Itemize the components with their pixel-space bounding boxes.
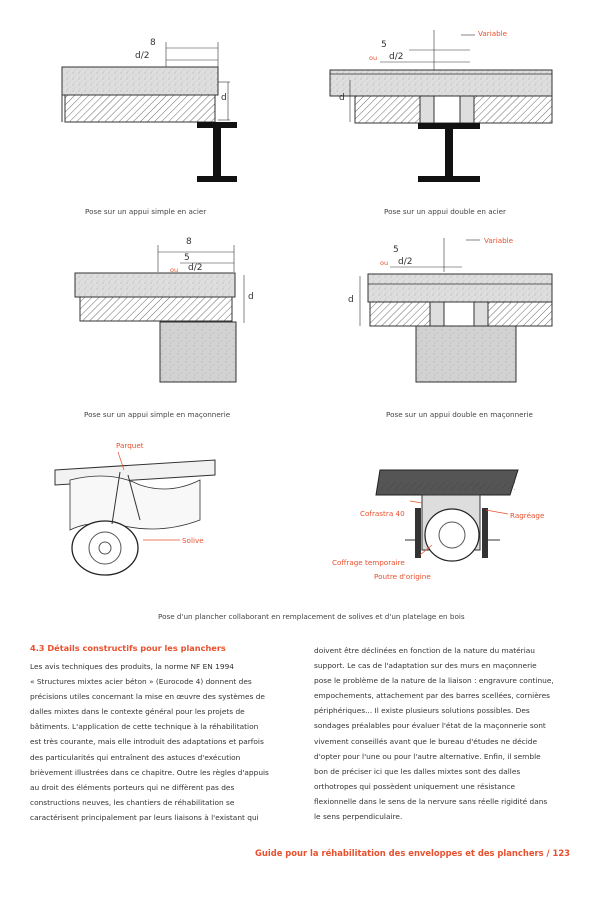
right-line: support. Le cas de l'adaptation sur des murs en maçonnerie	[314, 661, 537, 671]
fig4-caption: Pose sur un appui double en maçonnerie	[386, 410, 533, 419]
fig4-dim-ou: ou	[380, 259, 389, 267]
right-line: sondages préalables pour évaluer l'état de la maçonnerie sont	[314, 721, 546, 731]
left-line: au droit des éléments porteurs qui ne diffèrent pas des	[30, 782, 235, 792]
right-line: bon de préciser ici que les dalles mixtes sont des dalles	[314, 766, 521, 776]
right-line: doivent être déclinées en fonction de la nature du matériau	[314, 646, 535, 655]
fig3-dim-ou: ou	[170, 266, 179, 274]
fig6-coffrage: Coffrage temporaire	[332, 558, 405, 567]
fig2-dim-d: d	[339, 93, 345, 103]
fig1-dim-half: d/2	[135, 51, 150, 61]
left-line: dalles mixtes dans le contexte général pour les projets de	[30, 707, 245, 717]
bottom-caption: Pose d'un plancher collaborant en remplacement de solives et d'un platelage en bois	[158, 612, 465, 621]
left-line: est très courante, mais elle introduit des adaptations et parfois	[30, 737, 264, 747]
left-line: « Structures mixtes acier béton » (Eurocode 4) donnent des	[30, 677, 252, 687]
fig2-dim-ou: ou	[369, 54, 378, 62]
fig3-dim-half: d/2	[188, 263, 203, 273]
page-footer: Guide pour la réhabilitation des enveloppes et des planchers / 123	[255, 848, 570, 858]
text-column-right	[314, 643, 570, 824]
fig3-dim-mid: 5	[184, 253, 190, 263]
left-line: constructions neuves, les chantiers de réhabilitation se	[30, 797, 235, 807]
fig6-poutre: Poutre d'origine	[374, 572, 431, 581]
fig6-cofrastra: Cofrastra 40	[360, 509, 405, 518]
figure-simple-steel	[62, 42, 237, 182]
fig3-dim-d: d	[248, 292, 254, 302]
left-line: Les avis techniques des produits, la norme NF EN 1994	[30, 662, 234, 671]
right-line: vivement conseillés avant que le bureau d'études ne décide	[314, 736, 538, 746]
text-column-left	[30, 659, 286, 825]
left-line: précisions utiles concernant la mise en œuvre des systèmes de	[30, 692, 265, 702]
fig4-dim-half: d/2	[398, 257, 413, 267]
fig4-dim-top: 5	[393, 245, 399, 255]
figure-wood-joist	[55, 452, 215, 575]
left-line: caractérisent principalement par leurs liaisons à l'existant qui	[30, 812, 259, 822]
right-line: flexionnelle dans le sens de la nervure sans réelle rigidité dans	[314, 796, 548, 806]
right-line: pose le problème de la nature de la liaison : engravure continue,	[314, 676, 554, 686]
right-line: orthotropes qui possèdent uniquement une résistance	[314, 781, 515, 791]
right-line: d'opter pour l'une ou pour l'autre alternative. Enfin, il semble	[314, 751, 541, 761]
right-line: empochements, attachement par des barres scellées, cornières	[314, 691, 551, 701]
fig3-dim-top: 8	[186, 237, 192, 247]
fig5-solive: Solive	[182, 536, 204, 545]
fig4-variable: Variable	[484, 236, 514, 245]
fig5-parquet: Parquet	[116, 441, 144, 450]
left-line: brièvement illustrées dans ce chapitre. Outre les règles d'appuis	[30, 767, 269, 777]
figure-double-masonry	[360, 238, 552, 382]
left-line: bâtiments. L'application de cette technique à la réhabilitation	[30, 722, 259, 732]
fig4-dim-d: d	[348, 295, 354, 305]
fig1-caption: Pose sur un appui simple en acier	[85, 207, 207, 216]
fig6-ragreage: Ragréage	[510, 511, 545, 520]
figure-double-steel	[330, 30, 552, 182]
fig2-variable: Variable	[478, 29, 508, 38]
right-line: le sens perpendiculaire.	[314, 812, 403, 822]
fig2-caption: Pose sur un appui double en acier	[384, 207, 507, 216]
fig2-dim-half: d/2	[389, 52, 404, 62]
fig1-dim-d: d	[221, 93, 227, 103]
right-line: périphériques... Il existe plusieurs solutions possibles. Des	[314, 706, 530, 716]
section-title: 4.3 Détails constructifs pour les planchers	[30, 643, 226, 653]
fig1-dim-top: 8	[150, 38, 156, 48]
left-line: des particularités qui entraînent des astuces d'exécution	[30, 752, 241, 762]
fig2-dim-top: 5	[381, 40, 387, 50]
fig3-caption: Pose sur un appui simple en maçonnerie	[84, 410, 231, 419]
figure-simple-masonry	[75, 245, 244, 382]
